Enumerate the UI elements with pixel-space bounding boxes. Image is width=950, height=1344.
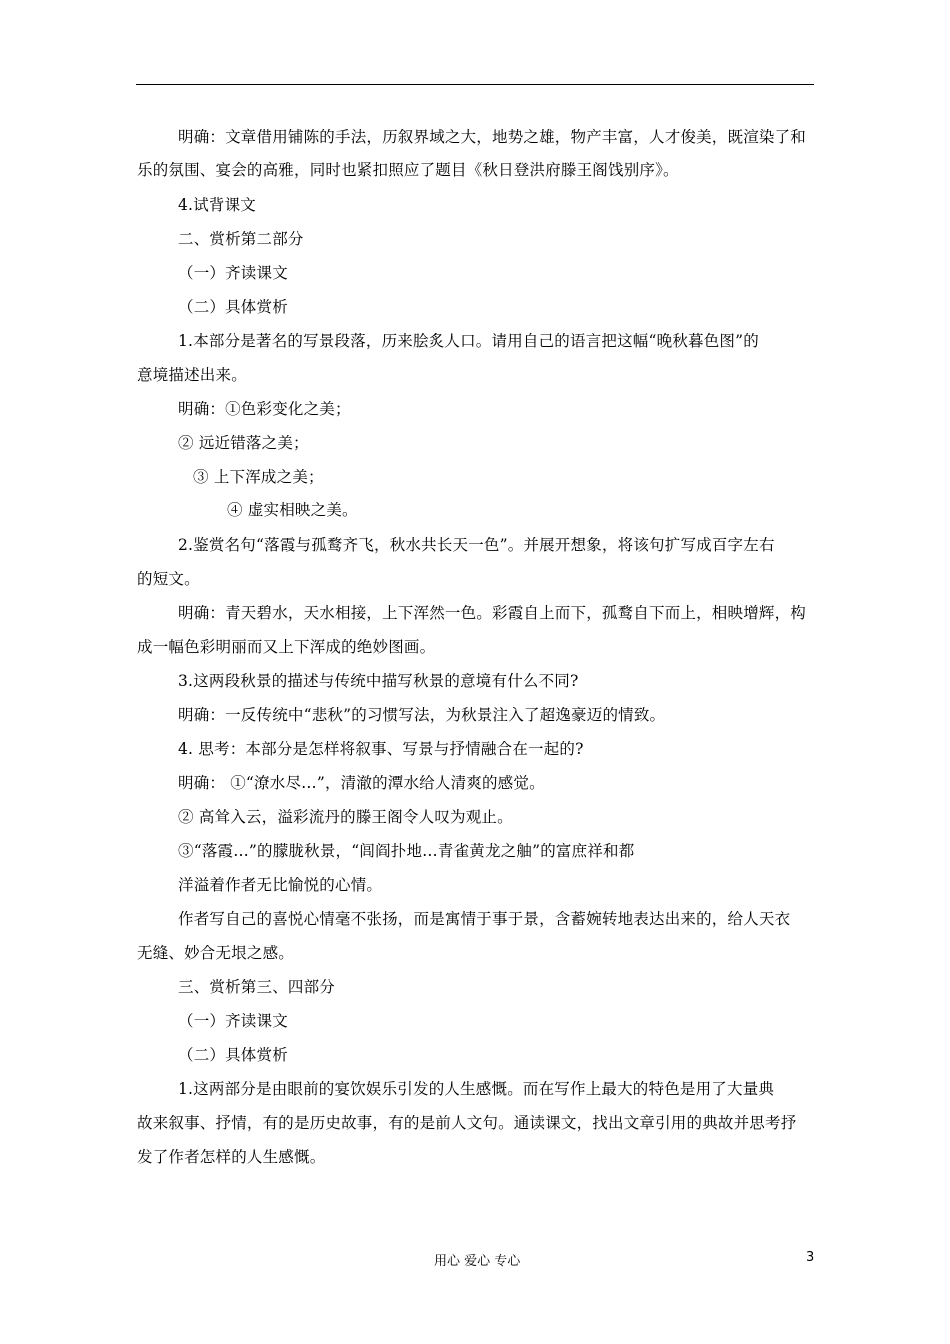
text-line: 明确： ①“潦水尽…”，清澈的潭水给人清爽的感觉。 [178,774,545,792]
text-line: 的短文。 [137,570,200,588]
text-line: 1.这两部分是由眼前的宴饮娱乐引发的人生感慨。而在写作上最大的特色是用了大量典 [178,1080,775,1098]
text-line: 3.这两段秋景的描述与传统中描写秋景的意境有什么不同? [178,672,579,690]
text-line: 乐的氛围、宴会的高雅，同时也紧扣照应了题目《秋日登洪府滕王阁饯别序》。 [137,161,679,179]
text-line: 明确：青天碧水，天水相接，上下浑然一色。彩霞自上而下，孤鹜自下而上，相映增辉，构 [178,604,807,622]
text-line: 意境描述出来。 [137,366,247,384]
section-heading: 二、赏析第二部分 [178,230,304,248]
text-line: 4. 思考：本部分是怎样将叙事、写景与抒情融合在一起的? [178,740,584,758]
page-number: 3 [806,1250,815,1265]
header-rule [136,84,814,85]
subsection-heading: （一）齐读课文 [178,264,288,282]
text-line: 明确：文章借用铺陈的手法，历叙界域之大，地势之雄，物产丰富，人才俊美，既渲染了和 [178,128,807,146]
text-line: 成一幅色彩明丽而又上下浑成的绝妙图画。 [137,638,436,656]
text-line: ④ 虚实相映之美。 [227,501,358,519]
subsection-heading: （一）齐读课文 [178,1012,288,1030]
text-line: 无缝、妙合无垠之感。 [137,944,295,962]
subsection-heading: （二）具体赏析 [178,298,288,316]
section-heading: 三、赏析第三、四部分 [178,978,336,996]
text-line: 1.本部分是著名的写景段落，历来脍炙人口。请用自己的语言把这幅“晚秋暮色图”的 [178,332,759,350]
text-line: ② 高耸入云，溢彩流丹的滕王阁令人叹为观止。 [178,808,513,826]
text-line: 明确：一反传统中“悲秋”的习惯写法，为秋景注入了超逸豪迈的情致。 [178,706,666,724]
subsection-heading: （二）具体赏析 [178,1046,288,1064]
text-line: ③ 上下浑成之美； [193,468,324,486]
text-line: 洋溢着作者无比愉悦的心情。 [178,876,383,894]
text-line: 2.鉴赏名句“落霞与孤鹜齐飞，秋水共长天一色”。并展开想象，将该句扩写成百字左右 [178,536,775,554]
text-line: ② 远近错落之美； [178,434,309,452]
text-line: 明确：①色彩变化之美； [178,400,351,418]
text-line: ③“落霞…”的朦胧秋景，“闾阎扑地…青雀黄龙之舳”的富庶祥和都 [178,842,635,860]
text-line: 故来叙事、抒情，有的是历史故事，有的是前人文句。通读课文，找出文章引用的典故并思考抒 [137,1114,797,1132]
footer-text: 用心 爱心 专心 [434,1254,521,1269]
text-line: 4.试背课文 [178,196,256,214]
text-line: 发了作者怎样的人生感慨。 [137,1148,326,1166]
text-line: 作者写自己的喜悦心情毫不张扬，而是寓情于事于景，含蓄婉转地表达出来的，给人天衣 [178,910,791,928]
